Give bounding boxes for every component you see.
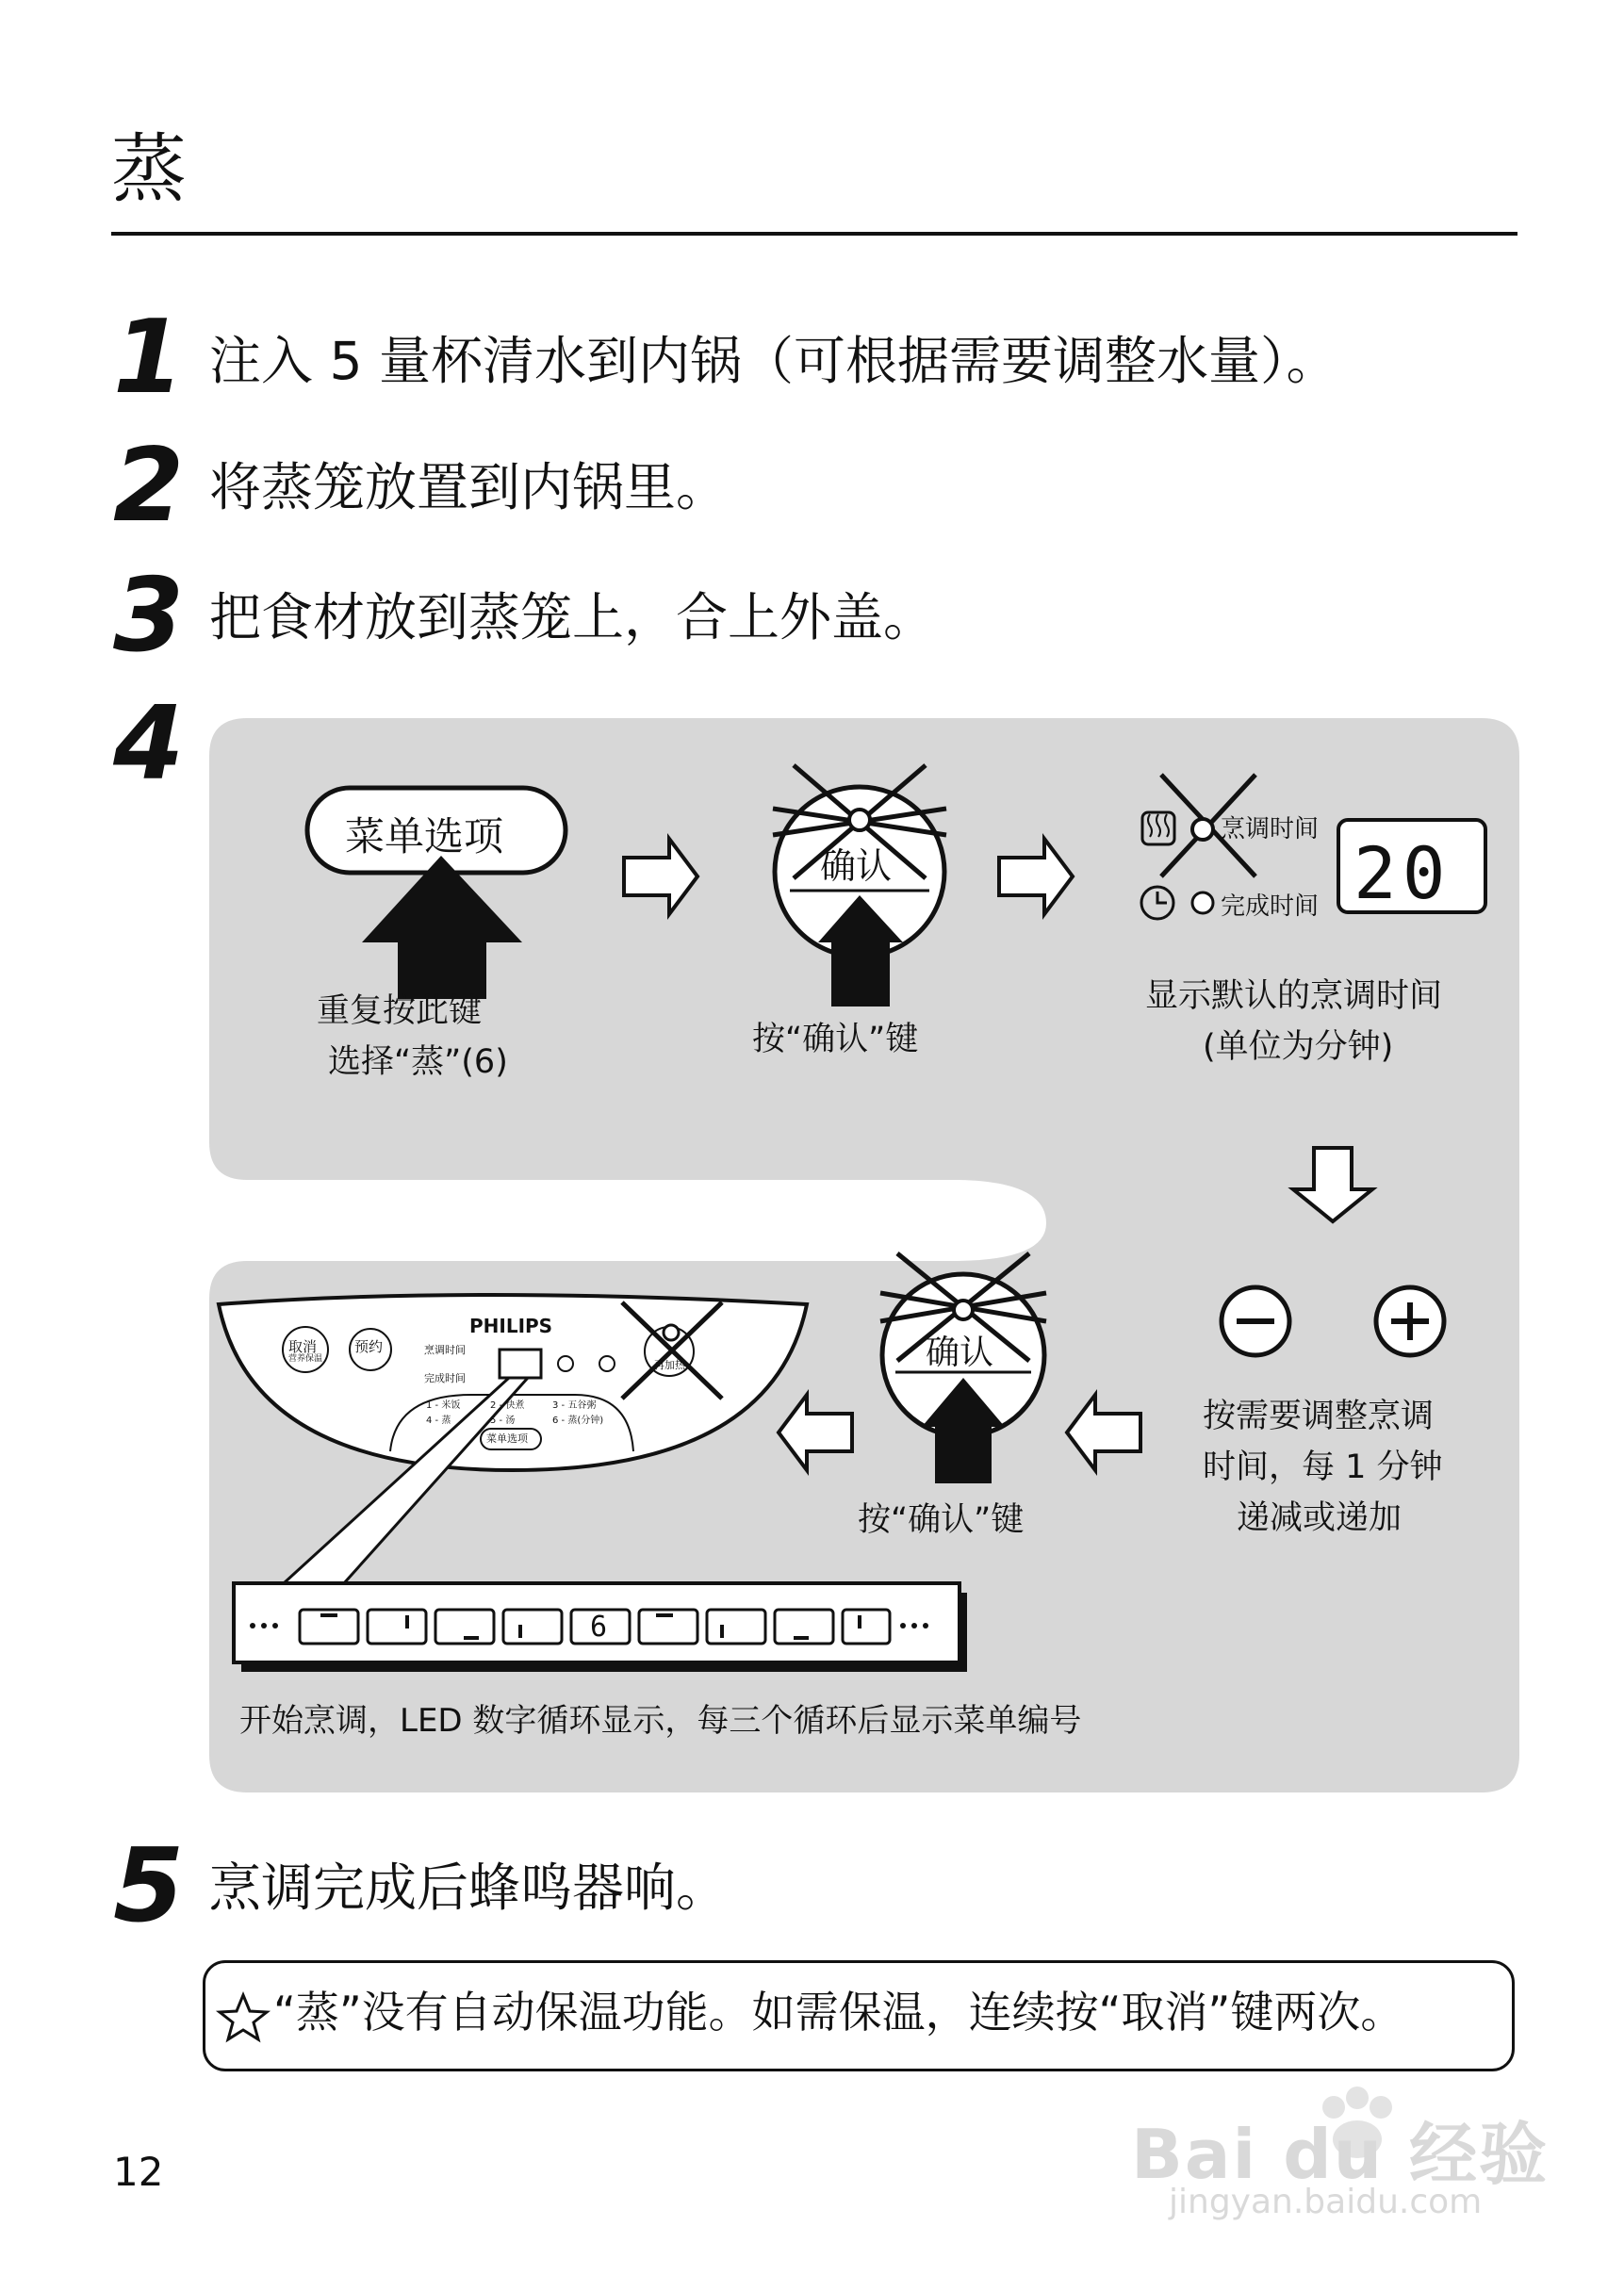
led-digit: 6: [590, 1611, 608, 1644]
confirm-label-2: 确认: [926, 1334, 994, 1372]
step-5-text: 烹调完成后蜂鸣器响。: [209, 1858, 729, 1918]
adjust-caption-1: 按需要调整烹调: [1203, 1398, 1435, 1435]
step-1-text: 注入 5 量杯清水到内锅（可根据需要调整水量）。: [209, 331, 1338, 391]
step-4-number: 4: [113, 685, 185, 803]
minus-button: [1222, 1287, 1289, 1355]
panel-reheat: 再加热: [654, 1359, 685, 1371]
adjust-caption-3: 递减或递加: [1237, 1499, 1403, 1537]
panel-cancel: 取消: [288, 1338, 318, 1355]
panel-menu-item: 6 - 蒸(分钟): [552, 1416, 604, 1426]
step-2-text: 将蒸笼放置到内锅里。: [209, 457, 729, 517]
display-caption-1: 显示默认的烹调时间: [1145, 977, 1443, 1015]
menu-option-label: 菜单选项: [345, 813, 504, 859]
menu-caption-1: 重复按此键: [317, 992, 483, 1030]
confirm-caption: 按“确认”键: [752, 1021, 919, 1058]
note-text: “蒸”没有自动保温功能。如需保温，连续按“取消”键两次。: [273, 1987, 1404, 2038]
display-caption-2: (单位为分钟): [1203, 1028, 1394, 1066]
panel-finish-time: 完成时间: [424, 1372, 466, 1384]
panel-menu-item: 5 - 汤: [490, 1416, 516, 1426]
display-value: 20: [1353, 831, 1452, 915]
watermark-url: jingyan.baidu.com: [1169, 2183, 1483, 2221]
display-label-cook: 烹调时间: [1221, 815, 1320, 843]
panel-cook-time: 烹调时间: [424, 1344, 466, 1356]
plus-button: [1376, 1287, 1444, 1355]
watermark-logo: Bai du 经验: [1131, 2115, 1550, 2194]
panel-brand: PHILIPS: [469, 1315, 553, 1337]
page-number: 12: [113, 2149, 164, 2195]
panel-preset: 预约: [354, 1338, 384, 1355]
panel-menu-item: 4 - 蒸: [426, 1416, 451, 1426]
step-2-number: 2: [113, 427, 185, 545]
confirm2-caption: 按“确认”键: [858, 1501, 1025, 1539]
page-title: 蒸: [111, 125, 187, 213]
adjust-caption-2: 时间，每 1 分钟: [1203, 1448, 1443, 1486]
menu-caption-2: 选择“蒸”(6): [328, 1043, 508, 1081]
panel-menu-item: 3 - 五谷粥: [552, 1400, 597, 1411]
panel-menu-item: 1 - 米饭: [426, 1400, 461, 1411]
panel-menu-button: 菜单选项: [486, 1432, 528, 1445]
confirm-label: 确认: [820, 845, 893, 887]
step-3-text: 把食材放到蒸笼上，合上外盖。: [209, 587, 936, 647]
led-caption: 开始烹调，LED 数字循环显示，每三个循环后显示菜单编号: [239, 1702, 1082, 1740]
panel-cancel-sub: 营养保温: [288, 1354, 323, 1364]
display-label-finish: 完成时间: [1221, 892, 1320, 921]
panel-menu-item: 2 - 快煮: [490, 1400, 525, 1411]
step-5-number: 5: [113, 1827, 185, 1945]
star-icon: [219, 1990, 268, 2039]
step-1-number: 1: [113, 299, 185, 417]
step-3-number: 3: [113, 557, 185, 675]
